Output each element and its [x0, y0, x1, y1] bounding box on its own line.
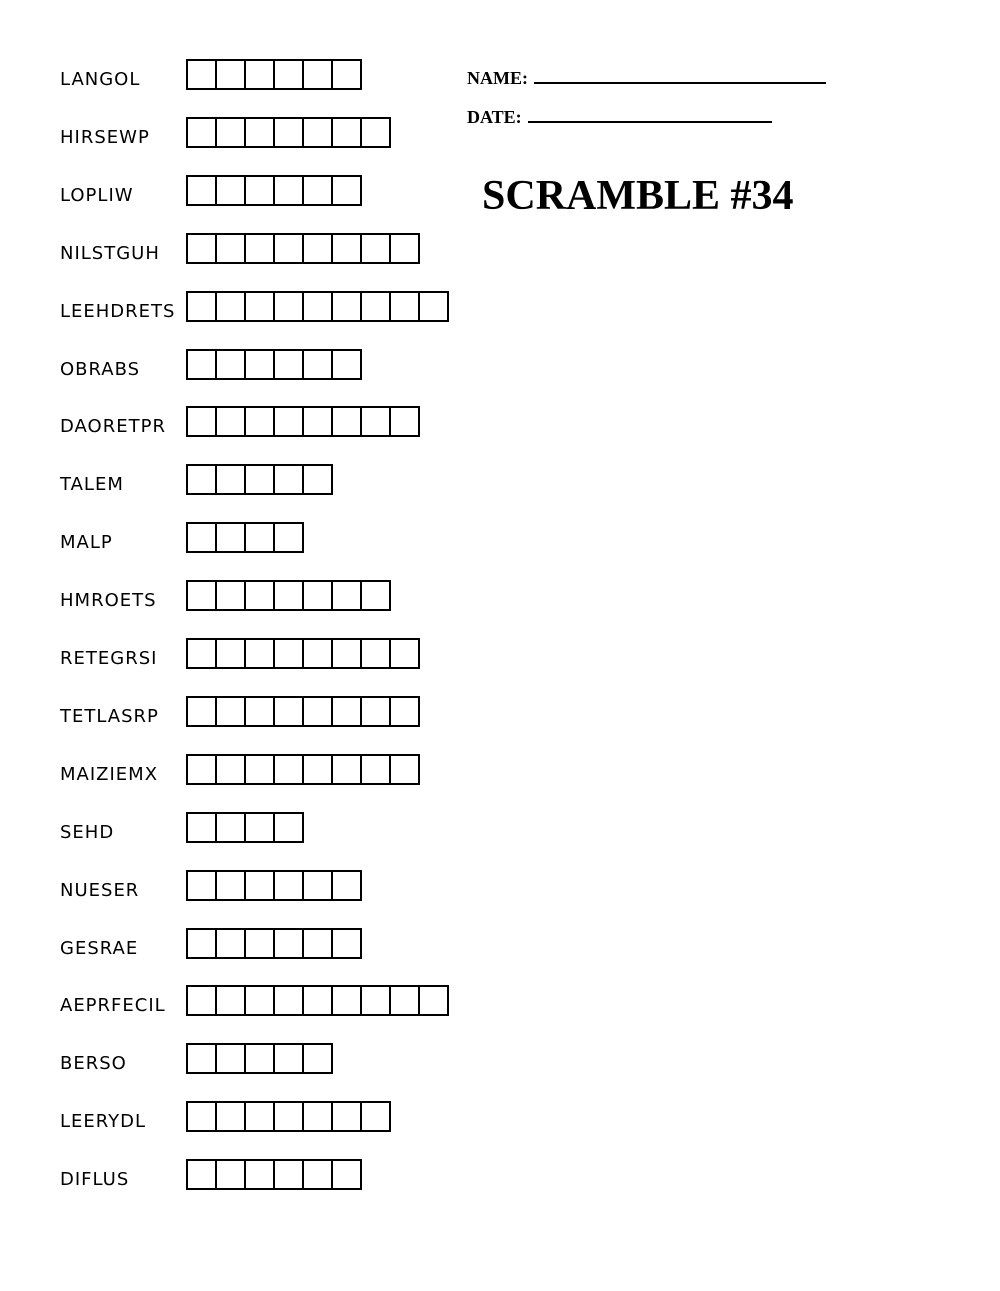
- letter-box[interactable]: [333, 930, 360, 957]
- letter-box[interactable]: [362, 756, 391, 783]
- letter-box[interactable]: [304, 1045, 331, 1072]
- letter-box[interactable]: [217, 698, 246, 725]
- letter-box[interactable]: [188, 1161, 217, 1188]
- letter-box[interactable]: [333, 408, 362, 435]
- letter-box[interactable]: [188, 698, 217, 725]
- letter-box[interactable]: [304, 756, 333, 783]
- letter-box[interactable]: [304, 1161, 333, 1188]
- letter-box[interactable]: [391, 756, 418, 783]
- scrambled-word: TETLASRP: [60, 706, 159, 727]
- scrambled-word: HMROETS: [60, 590, 157, 611]
- name-label: NAME:: [467, 68, 528, 88]
- letter-box[interactable]: [275, 466, 304, 493]
- letter-box[interactable]: [333, 872, 360, 899]
- letter-box[interactable]: [333, 640, 362, 667]
- letter-box[interactable]: [391, 698, 418, 725]
- letter-box[interactable]: [362, 119, 389, 146]
- letter-box[interactable]: [188, 756, 217, 783]
- letter-box[interactable]: [275, 351, 304, 378]
- letter-box[interactable]: [362, 582, 389, 609]
- scrambled-word: AEPRFECIL: [60, 995, 166, 1016]
- letter-box[interactable]: [362, 640, 391, 667]
- scrambled-word: HIRSEWP: [60, 127, 150, 148]
- letter-box[interactable]: [188, 61, 217, 88]
- letter-box[interactable]: [188, 524, 217, 551]
- letter-box[interactable]: [188, 466, 217, 493]
- letter-box[interactable]: [304, 293, 333, 320]
- worksheet-title: SCRAMBLE #34: [482, 173, 794, 219]
- letter-box[interactable]: [275, 814, 302, 841]
- letter-box[interactable]: [333, 698, 362, 725]
- letter-box[interactable]: [275, 119, 304, 146]
- letter-box[interactable]: [246, 930, 275, 957]
- letter-box[interactable]: [188, 872, 217, 899]
- letter-box[interactable]: [217, 640, 246, 667]
- letter-box[interactable]: [217, 351, 246, 378]
- letter-box[interactable]: [217, 408, 246, 435]
- answer-boxes: [186, 117, 391, 148]
- answer-boxes: [186, 1101, 391, 1132]
- letter-box[interactable]: [304, 698, 333, 725]
- scrambled-word: BERSO: [60, 1053, 127, 1074]
- answer-boxes: [186, 59, 362, 90]
- letter-box[interactable]: [217, 524, 246, 551]
- letter-box[interactable]: [362, 698, 391, 725]
- letter-box[interactable]: [391, 408, 418, 435]
- letter-box[interactable]: [246, 698, 275, 725]
- letter-box[interactable]: [246, 1103, 275, 1130]
- scrambled-word: NUESER: [60, 880, 140, 901]
- letter-box[interactable]: [333, 177, 360, 204]
- letter-box[interactable]: [304, 235, 333, 262]
- letter-box[interactable]: [188, 1045, 217, 1072]
- letter-box[interactable]: [391, 987, 420, 1014]
- date-line: [467, 107, 772, 128]
- answer-boxes: [186, 406, 420, 437]
- letter-box[interactable]: [275, 61, 304, 88]
- letter-box[interactable]: [275, 872, 304, 899]
- scrambled-word: LOPLIW: [60, 185, 134, 206]
- letter-box[interactable]: [362, 235, 391, 262]
- letter-box[interactable]: [246, 1045, 275, 1072]
- letter-box[interactable]: [275, 408, 304, 435]
- letter-box[interactable]: [246, 987, 275, 1014]
- scrambled-word: DAORETPR: [60, 416, 166, 437]
- letter-box[interactable]: [246, 351, 275, 378]
- letter-box[interactable]: [391, 293, 420, 320]
- letter-box[interactable]: [188, 930, 217, 957]
- answer-boxes: [186, 928, 362, 959]
- letter-box[interactable]: [246, 61, 275, 88]
- letter-box[interactable]: [333, 293, 362, 320]
- date-field[interactable]: [528, 107, 772, 123]
- scrambled-word: RETEGRSI: [60, 648, 158, 669]
- letter-box[interactable]: [188, 351, 217, 378]
- date-label: DATE:: [467, 107, 522, 127]
- letter-box[interactable]: [188, 119, 217, 146]
- letter-box[interactable]: [246, 814, 275, 841]
- answer-boxes: [186, 580, 391, 611]
- letter-box[interactable]: [275, 524, 302, 551]
- letter-box[interactable]: [217, 1045, 246, 1072]
- letter-box[interactable]: [304, 466, 331, 493]
- letter-box[interactable]: [188, 1103, 217, 1130]
- letter-box[interactable]: [362, 1103, 389, 1130]
- name-line: [467, 68, 826, 89]
- scrambled-word: NILSTGUH: [60, 243, 160, 264]
- letter-box[interactable]: [362, 293, 391, 320]
- letter-box[interactable]: [275, 987, 304, 1014]
- letter-box[interactable]: [333, 987, 362, 1014]
- letter-box[interactable]: [246, 408, 275, 435]
- letter-box[interactable]: [304, 640, 333, 667]
- scrambled-word: GESRAE: [60, 938, 139, 959]
- letter-box[interactable]: [275, 756, 304, 783]
- answer-boxes: [186, 870, 362, 901]
- letter-box[interactable]: [391, 235, 418, 262]
- scrambled-word: SEHD: [60, 822, 115, 843]
- letter-box[interactable]: [304, 930, 333, 957]
- answer-boxes: [186, 349, 362, 380]
- letter-box[interactable]: [304, 582, 333, 609]
- scrambled-word: OBRABS: [60, 359, 141, 380]
- letter-box[interactable]: [217, 119, 246, 146]
- answer-boxes: [186, 985, 449, 1016]
- letter-box[interactable]: [333, 119, 362, 146]
- letter-box[interactable]: [246, 1161, 275, 1188]
- answer-boxes: [186, 464, 333, 495]
- letter-box[interactable]: [275, 177, 304, 204]
- letter-box[interactable]: [217, 987, 246, 1014]
- letter-box[interactable]: [333, 1161, 360, 1188]
- scrambled-word: MALP: [60, 532, 113, 553]
- answer-boxes: [186, 175, 362, 206]
- letter-box[interactable]: [217, 930, 246, 957]
- letter-box[interactable]: [217, 1103, 246, 1130]
- letter-box[interactable]: [217, 466, 246, 493]
- letter-box[interactable]: [333, 582, 362, 609]
- answer-boxes: [186, 1043, 333, 1074]
- letter-box[interactable]: [217, 1161, 246, 1188]
- letter-box[interactable]: [217, 177, 246, 204]
- letter-box[interactable]: [246, 293, 275, 320]
- letter-box[interactable]: [275, 640, 304, 667]
- answer-boxes: [186, 696, 420, 727]
- letter-box[interactable]: [188, 293, 217, 320]
- letter-box[interactable]: [304, 351, 333, 378]
- scrambled-word: LEEHDRETS: [60, 301, 176, 322]
- letter-box[interactable]: [188, 814, 217, 841]
- answer-boxes: [186, 812, 304, 843]
- letter-box[interactable]: [304, 872, 333, 899]
- letter-box[interactable]: [217, 293, 246, 320]
- letter-box[interactable]: [246, 119, 275, 146]
- letter-box[interactable]: [217, 814, 246, 841]
- letter-box[interactable]: [275, 582, 304, 609]
- letter-box[interactable]: [275, 1161, 304, 1188]
- letter-box[interactable]: [275, 930, 304, 957]
- letter-box[interactable]: [275, 698, 304, 725]
- letter-box[interactable]: [246, 872, 275, 899]
- letter-box[interactable]: [217, 582, 246, 609]
- letter-box[interactable]: [333, 61, 360, 88]
- answer-boxes: [186, 754, 420, 785]
- letter-box[interactable]: [304, 61, 333, 88]
- letter-box[interactable]: [333, 1103, 362, 1130]
- letter-box[interactable]: [217, 61, 246, 88]
- letter-box[interactable]: [304, 1103, 333, 1130]
- letter-box[interactable]: [188, 582, 217, 609]
- letter-box[interactable]: [275, 293, 304, 320]
- letter-box[interactable]: [217, 756, 246, 783]
- letter-box[interactable]: [333, 235, 362, 262]
- answer-boxes: [186, 638, 420, 669]
- letter-box[interactable]: [304, 177, 333, 204]
- scrambled-word: LANGOL: [60, 69, 141, 90]
- letter-box[interactable]: [420, 987, 447, 1014]
- answer-boxes: [186, 233, 420, 264]
- letter-box[interactable]: [246, 582, 275, 609]
- letter-box[interactable]: [275, 1103, 304, 1130]
- letter-box[interactable]: [188, 987, 217, 1014]
- letter-box[interactable]: [391, 640, 418, 667]
- letter-box[interactable]: [246, 466, 275, 493]
- scrambled-word: TALEM: [60, 474, 124, 495]
- letter-box[interactable]: [275, 235, 304, 262]
- letter-box[interactable]: [246, 756, 275, 783]
- letter-box[interactable]: [188, 640, 217, 667]
- scrambled-word: LEERYDL: [60, 1111, 147, 1132]
- letter-box[interactable]: [246, 524, 275, 551]
- letter-box[interactable]: [333, 351, 360, 378]
- letter-box[interactable]: [217, 872, 246, 899]
- letter-box[interactable]: [217, 235, 246, 262]
- answer-boxes: [186, 522, 304, 553]
- letter-box[interactable]: [304, 119, 333, 146]
- letter-box[interactable]: [246, 235, 275, 262]
- letter-box[interactable]: [275, 1045, 304, 1072]
- name-field[interactable]: [534, 68, 826, 84]
- letter-box[interactable]: [362, 987, 391, 1014]
- letter-box[interactable]: [246, 640, 275, 667]
- letter-box[interactable]: [420, 293, 447, 320]
- letter-box[interactable]: [188, 408, 217, 435]
- letter-box[interactable]: [188, 177, 217, 204]
- letter-box[interactable]: [333, 756, 362, 783]
- letter-box[interactable]: [304, 987, 333, 1014]
- answer-boxes: [186, 1159, 362, 1190]
- letter-box[interactable]: [188, 235, 217, 262]
- letter-box[interactable]: [246, 177, 275, 204]
- scrambled-word: DIFLUS: [60, 1169, 130, 1190]
- scrambled-word: MAIZIEMX: [60, 764, 159, 785]
- answer-boxes: [186, 291, 449, 322]
- letter-box[interactable]: [362, 408, 391, 435]
- letter-box[interactable]: [304, 408, 333, 435]
